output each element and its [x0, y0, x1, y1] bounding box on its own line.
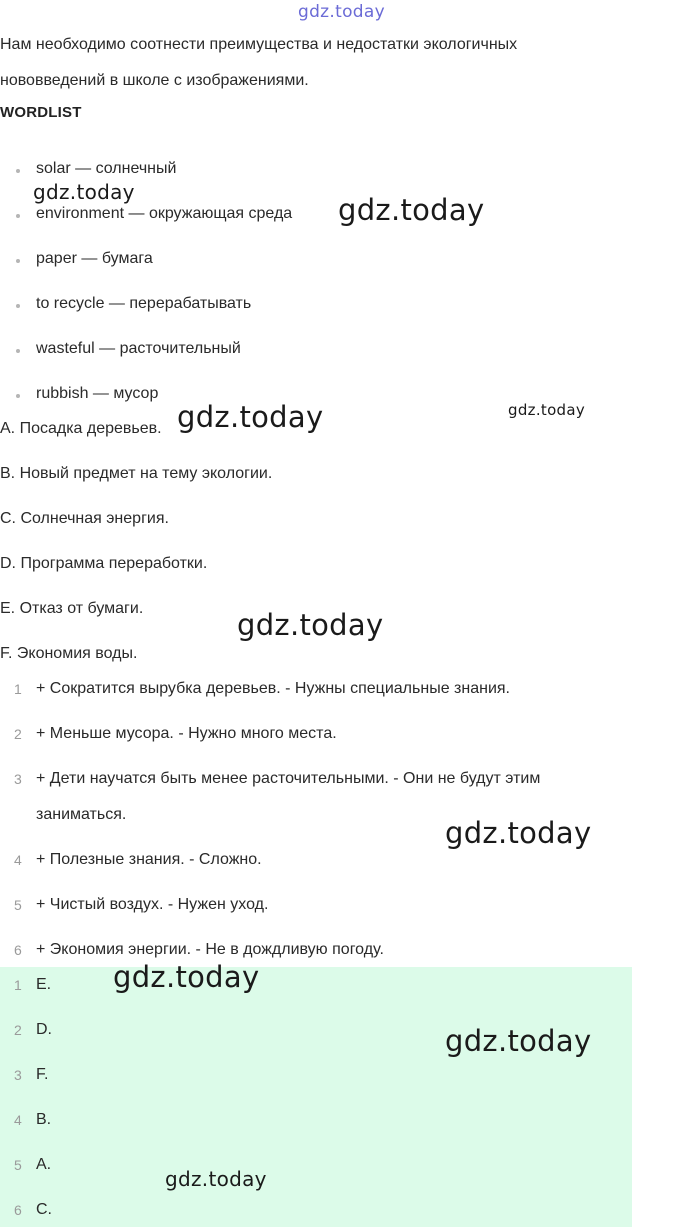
list-number: 1: [14, 681, 22, 697]
answer-number: 5: [14, 1157, 22, 1173]
wordlist-item: solar — солнечный: [36, 160, 177, 177]
bullet-icon: [16, 214, 20, 218]
list-number: 3: [14, 771, 22, 787]
answer-item: B.: [36, 1111, 52, 1128]
pros-cons-item: + Полезные знания. - Сложно.: [36, 851, 262, 868]
answer-item: A.: [36, 1156, 52, 1173]
answer-item: E.: [36, 976, 52, 993]
wordlist-item: wasteful — расточительный: [36, 340, 241, 357]
watermark: gdz.today: [445, 1024, 592, 1058]
pros-cons-item: + Экономия энергии. - Не в дождливую погоду.: [36, 941, 384, 958]
wordlist-item: environment — окружающая среда: [36, 205, 293, 222]
answer-number: 6: [14, 1202, 22, 1218]
intro-line-1: Нам необходимо соотнести преимущества и недостатки экологичных: [0, 36, 518, 53]
bullet-icon: [16, 349, 20, 353]
answer-number: 4: [14, 1112, 22, 1128]
picture-item: B. Новый предмет на тему экологии.: [0, 465, 273, 482]
list-number: 2: [14, 726, 22, 742]
watermark: gdz.today: [338, 193, 485, 227]
wordlist-item: to recycle — перерабатывать: [36, 295, 252, 312]
watermark: gdz.today: [33, 180, 135, 204]
pros-cons-item: + Сократится вырубка деревьев. - Нужны специальные знания.: [36, 680, 510, 697]
picture-item: F. Экономия воды.: [0, 645, 138, 662]
watermark: gdz.today: [298, 2, 385, 22]
answer-item: D.: [36, 1021, 52, 1038]
bullet-icon: [16, 259, 20, 263]
pros-cons-item: + Меньше мусора. - Нужно много места.: [36, 725, 337, 742]
list-number: 5: [14, 897, 22, 913]
answer-number: 1: [14, 977, 22, 993]
answers-block: [0, 967, 632, 1227]
answer-number: 3: [14, 1067, 22, 1083]
watermark: gdz.today: [113, 960, 260, 994]
wordlist-item: rubbish — мусор: [36, 385, 159, 402]
picture-item: E. Отказ от бумаги.: [0, 600, 144, 617]
picture-item: A. Посадка деревьев.: [0, 420, 162, 437]
wordlist-item: paper — бумага: [36, 250, 153, 267]
watermark: gdz.today: [177, 400, 324, 434]
bullet-icon: [16, 304, 20, 308]
wordlist-title: WORDLIST: [0, 104, 82, 121]
picture-item: C. Солнечная энергия.: [0, 510, 169, 527]
pros-cons-item: + Чистый воздух. - Нужен уход.: [36, 896, 269, 913]
answer-item: F.: [36, 1066, 49, 1083]
bullet-icon: [16, 169, 20, 173]
bullet-icon: [16, 394, 20, 398]
pros-cons-item: + Дети научатся быть менее расточительными. - Они не будут этим: [36, 770, 541, 787]
watermark: gdz.today: [237, 608, 384, 642]
list-number: 4: [14, 852, 22, 868]
answer-item: C.: [36, 1201, 52, 1218]
watermark: gdz.today: [508, 401, 586, 419]
answer-number: 2: [14, 1022, 22, 1038]
watermark: gdz.today: [445, 816, 592, 850]
intro-line-2: нововведений в школе с изображениями.: [0, 72, 309, 89]
watermark: gdz.today: [165, 1167, 267, 1191]
pros-cons-item-continuation: заниматься.: [36, 806, 127, 823]
list-number: 6: [14, 942, 22, 958]
picture-item: D. Программа переработки.: [0, 555, 208, 572]
